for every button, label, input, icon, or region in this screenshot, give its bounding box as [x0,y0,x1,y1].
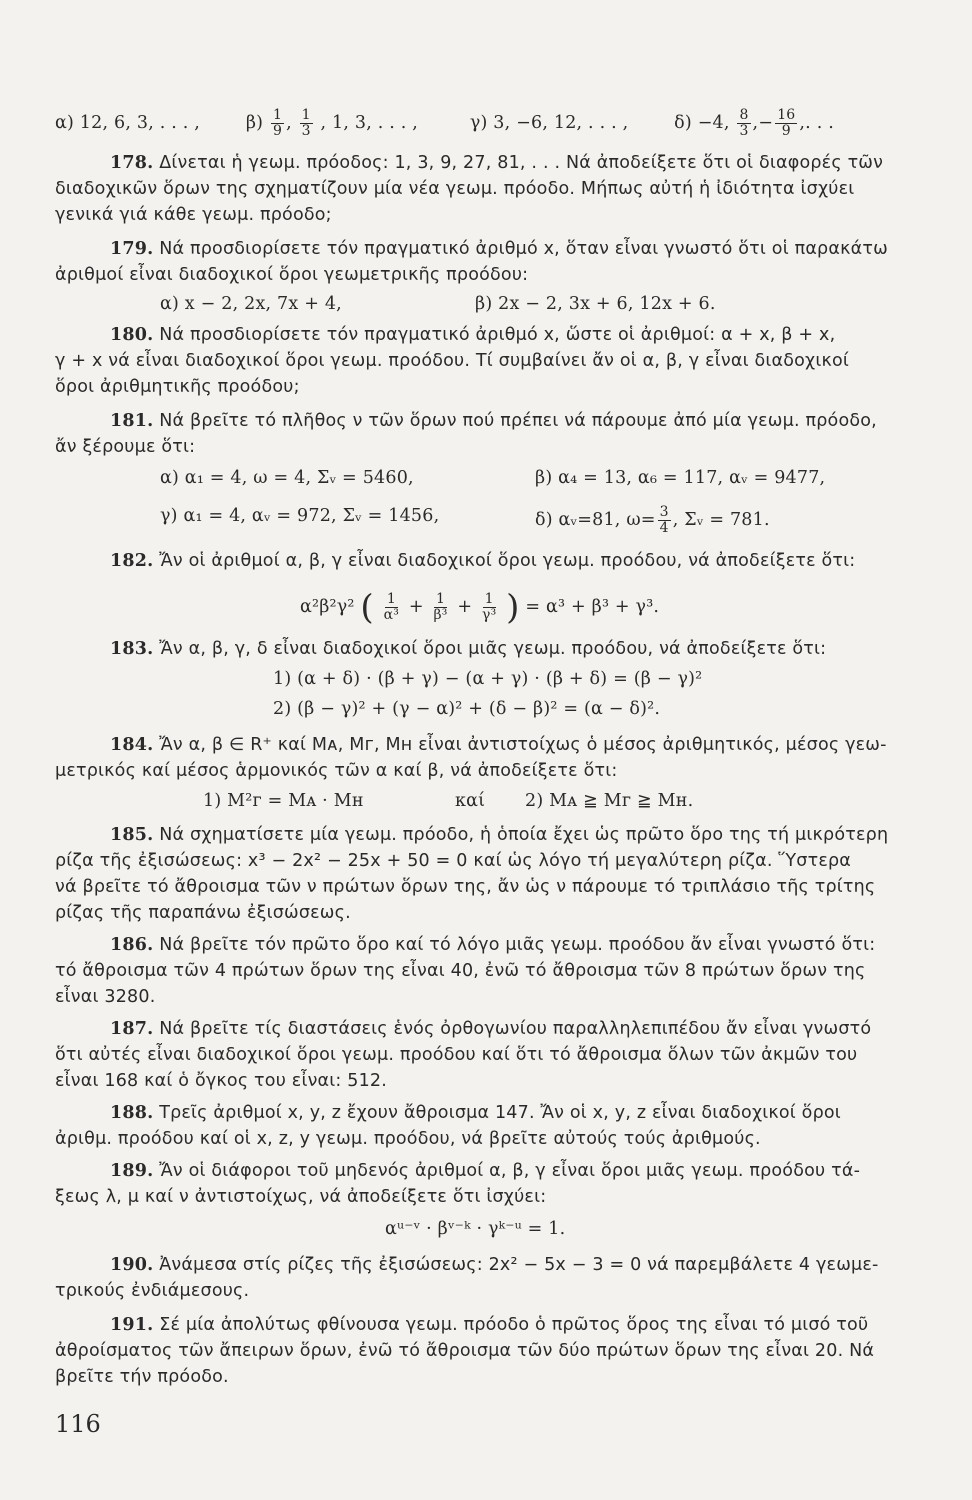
denominator: γ³ [482,607,497,623]
problem-180-line-1 [55,324,925,346]
problem-179-options [55,293,925,315]
problem-182-equation: α²β²γ² ( $\frac{1}{\text{α³}}$ + $\frac{1}{\text{β³}}$ + $\frac{1}{\text{γ³}}$ ) = α³ + β³ + γ³. [300,587,660,628]
problem-181-options-2 [55,504,925,536]
problem-number: 191. [110,1315,154,1335]
problem-181-line-2: ἄν ξέρουμε ὅτι: [55,437,196,457]
numerator: 1 [272,107,283,123]
problem-189-line-1 [55,1160,925,1182]
item-b-label: β) [245,113,264,133]
item-d-rest: ,. . . [799,113,834,133]
problem-178-line-2: διαδοχικῶν ὅρων της σχηματίζουν μία νέα γεωμ. πρόοδο. Μήπως αὐτή ἡ ἰδιότητα ἰσχύει [55,179,855,199]
option-g: γ) α₁ = 4, αᵥ = 972, Σᵥ = 1456, [160,506,440,526]
problem-186-line-3: εἶναι 3280. [55,987,156,1007]
fraction [300,108,313,139]
fraction [480,592,498,623]
problem-185-line-1 [55,824,925,846]
problem-183-eq-2 [55,698,925,720]
problem-189-equation [55,1218,925,1240]
problem-191-line-1 [55,1314,925,1336]
text: Ἄν α, β, γ, δ εἶναι διαδοχικοί ὅροι μιᾶς γεωμ. προόδου, νά ἀποδείξετε ὅτι: [153,639,827,659]
numerator: 1 [386,591,396,607]
denominator: 9 [781,123,791,139]
problem-184-equations [55,790,925,812]
paren-close: ) [506,587,520,628]
problem-number: 184. [110,735,154,755]
problem-number: 185. [110,825,154,845]
denominator: 4 [659,520,669,536]
problem-178-line-1 [55,152,925,174]
numerator: 1 [436,591,446,607]
conjunction: καί [455,791,486,811]
numerator: 1 [484,591,494,607]
text: Ἄν οἱ διάφοροι τοῦ μηδενός ἀριθμοί α, β, γ εἶναι ὅροι μιᾶς γεωμ. προόδου τά- [153,1161,861,1181]
paren-open: ( [360,587,374,628]
denominator: β³ [433,607,448,623]
problem-179-line-1 [55,238,925,260]
problem-185-line-4: ρίζας τῆς παραπάνω ἐξισώσεως. [55,903,351,923]
problem-181-options-1 [55,467,925,489]
problem-187-line-3: εἶναι 168 καί ὁ ὄγκος του εἶναι: 512. [55,1071,388,1091]
equation-2: 2) Mᴀ ≧ Mᴦ ≧ Mʜ. [525,791,694,811]
problem-186-line-1 [55,934,925,956]
fraction [775,108,797,139]
problem-184-line-1 [55,734,925,756]
problem-number: 182. [110,551,154,571]
text: Νά βρεῖτε τίς διαστάσεις ἑνός ὀρθογωνίου παραλληλεπιπέδου ἄν εἶναι γνωστό [153,1019,872,1039]
option-b: β) α₄ = 13, α₆ = 117, αᵥ = 9477, [535,468,826,488]
problem-number: 188. [110,1103,154,1123]
denominator: α³ [383,607,400,623]
problem-183-eq-1 [55,668,925,690]
item-d-label: δ) −4, [674,113,730,133]
option-b: β) 2x − 2, 3x + 6, 12x + 6. [475,294,716,314]
problem-number: 190. [110,1255,154,1275]
problem-189-line-2: ξεως λ, μ καί ν ἀντιστοίχως, νά ἀποδείξετε ὅτι ἰσχύει: [55,1187,547,1207]
equation: 2) (β − γ)² + (γ − α)² + (δ − β)² = (α − δ)². [273,699,661,719]
problem-178-line-3: γενικά γιά κάθε γεωμ. πρόοδο; [55,205,332,225]
problem-186-line-2: τό ἄθροισμα τῶν 4 πρώτων ὅρων της εἶναι 40, ἐνῶ τό ἄθροισμα τῶν 8 πρώτων ὅρων της [55,961,866,981]
numerator: 3 [659,504,669,520]
problem-191-line-3: βρεῖτε τήν πρόοδο. [55,1367,229,1387]
problem-180-line-3: ὅροι ἀριθμητικῆς προόδου; [55,377,300,397]
problem-number: 181. [110,411,154,431]
problem-number: 178. [110,153,154,173]
text: Νά σχηματίσετε μία γεωμ. πρόοδο, ἡ ὁποία ἔχει ὡς πρῶτο ὅρο της τή μικρότερη [153,825,889,845]
problem-191-line-2: ἀθροίσματος τῶν ἄπειρων ὅρων, ἐνῶ τό ἄθροισμα τῶν δύο πρώτων ὅρων της εἶναι 20. Νά [55,1341,875,1361]
fraction [658,505,671,536]
text: Νά προσδιορίσετε τόν πραγματικό ἀριθμό x, ὅταν εἶναι γνωστό ὅτι οἱ παρακάτω [153,239,888,259]
problem-number: 187. [110,1019,154,1039]
text: Νά βρεῖτε τό πλῆθος ν τῶν ὅρων πού πρέπει νά πάρουμε ἀπό μία γεωμ. πρόοδο, [153,411,877,431]
denominator: 9 [272,123,283,139]
page-number: 116 [55,1410,101,1438]
option-a: α) α₁ = 4, ω = 4, Σᵥ = 5460, [160,468,414,488]
problem-184-line-2: μετρικός καί μέσος ἁρμονικός τῶν α καί β, νά ἀποδείξετε ὅτι: [55,761,618,781]
text: Νά βρεῖτε τόν πρῶτο ὅρο καί τό λόγο μιᾶς γεωμ. προόδου ἄν εἶναι γνωστό ὅτι: [153,935,876,955]
problem-185-line-2: ρίζα τῆς ἐξισώσεως: x³ − 2x² − 25x + 50 = 0 καί ὡς λόγο τή μεγαλύτερη ρίζα. Ὕστερα [55,851,852,871]
problem-number: 186. [110,935,154,955]
text: Ἄν οἱ ἀριθμοί α, β, γ εἶναι διαδοχικοί ὅροι γεωμ. προόδου, νά ἀποδείξετε ὅτι: [153,551,856,571]
item-b-rest: , 1, 3, . . . , [320,113,419,133]
problem-190-line-1 [55,1254,925,1276]
equation: αᵘ⁻ᵛ · βᵛ⁻ᵏ · γᵏ⁻ᵘ = 1. [385,1219,566,1239]
text: Τρεῖς ἀριθμοί x, y, z ἔχουν ἄθροισμα 147. Ἄν οἱ x, y, z εἶναι διαδοχικοί ὅροι [153,1103,841,1123]
fraction [737,108,750,139]
problem-number: 189. [110,1161,154,1181]
problem-179-line-2: ἀριθμοί εἶναι διαδοχικοί ὅροι γεωμετρικῆς προόδου: [55,265,529,285]
item-g: γ) 3, −6, 12, . . . , [469,113,629,133]
text: Δίνεται ἡ γεωμ. πρόοδος: 1, 3, 9, 27, 81, . . . Νά ἀποδείξετε ὅτι οἱ διαφορές τῶν [153,153,884,173]
denominator: 3 [301,123,311,139]
option-d-rest: , Σᵥ = 781. [672,510,770,530]
fraction [432,592,450,623]
equation-1: 1) M²ᴦ = Mᴀ · Mʜ [203,791,364,811]
item-a: α) 12, 6, 3, . . . , [55,113,201,133]
fraction [382,592,401,623]
problem-185-line-3: νά βρεῖτε τό ἄθροισμα τῶν ν πρώτων ὅρων της, ἄν ὡς ν πάρουμε τό τριπλάσιο τῆς τρίτης [55,877,876,897]
problem-180-line-2: γ + x νά εἶναι διαδοχικοί ὅροι γεωμ. προόδου. Τί συμβαίνει ἄν οἱ α, β, γ εἶναι διαδοχικοί [55,351,850,371]
problem-188-line-2: ἀριθμ. προόδου καί οἱ x, z, y γεωμ. προόδου, νά βρεῖτε αὐτούς τούς ἀριθμούς. [55,1129,761,1149]
problem-187-line-1 [55,1018,925,1040]
denominator: 3 [739,123,749,139]
equation-left: α²β²γ² [300,597,355,617]
problem-number: 183. [110,639,154,659]
problem-183-line-1 [55,638,925,660]
equation: 1) (α + δ) · (β + γ) − (α + γ) · (β + δ) = (β − γ)² [273,669,703,689]
numerator: 16 [777,107,796,123]
option-d-label: δ) αᵥ=81, ω= [535,510,656,530]
text: Νά προσδιορίσετε τόν πραγματικό ἀριθμό x, ὥστε οἱ ἀριθμοί: α + x, β + x, [153,325,836,345]
problem-190-line-2: τρικούς ἐνδιάμεσους. [55,1281,250,1301]
fraction [271,108,284,139]
problem-182-line-1 [55,550,925,572]
problem-number: 179. [110,239,154,259]
numerator: 8 [739,107,749,123]
problem-181-line-1 [55,410,925,432]
text: Ἄν α, β ∈ R⁺ καί Mᴀ, Mг, Mʜ εἶναι ἀντιστοίχως ὁ μέσος ἀριθμητικός, μέσος γεω- [153,735,887,755]
equation-right: = α³ + β³ + γ³. [525,597,660,617]
option-a: α) x − 2, 2x, 7x + 4, [160,294,342,314]
problem-187-line-2: ὅτι αὐτές εἶναι διαδοχικοί ὅροι γεωμ. προόδου καί ὅτι τό ἄθροισμα ὅλων τῶν ἀκμῶν του [55,1045,858,1065]
problem-177-answers: α) 12, 6, 3, . . . , β) $\frac{1}{9}$ , $\frac{1}{3}$ , 1, 3, . . . , γ) 3, −6, 12, . . . , δ) −4, $\frac{8}{3}$ ,− $\frac{16}{9}$ ,. . . [55,107,834,139]
text: Σέ μία ἀπολύτως φθίνουσα γεωμ. πρόοδο ὁ πρῶτος ὅρος της εἶναι τό μισό τοῦ [153,1315,869,1335]
numerator: 1 [301,107,311,123]
problem-number: 180. [110,325,154,345]
problem-188-line-1 [55,1102,925,1124]
text: Ἀνάμεσα στίς ρίζες τῆς ἐξισώσεως: 2x² − 5x − 3 = 0 νά παρεμβάλετε 4 γεωμε- [153,1255,879,1275]
